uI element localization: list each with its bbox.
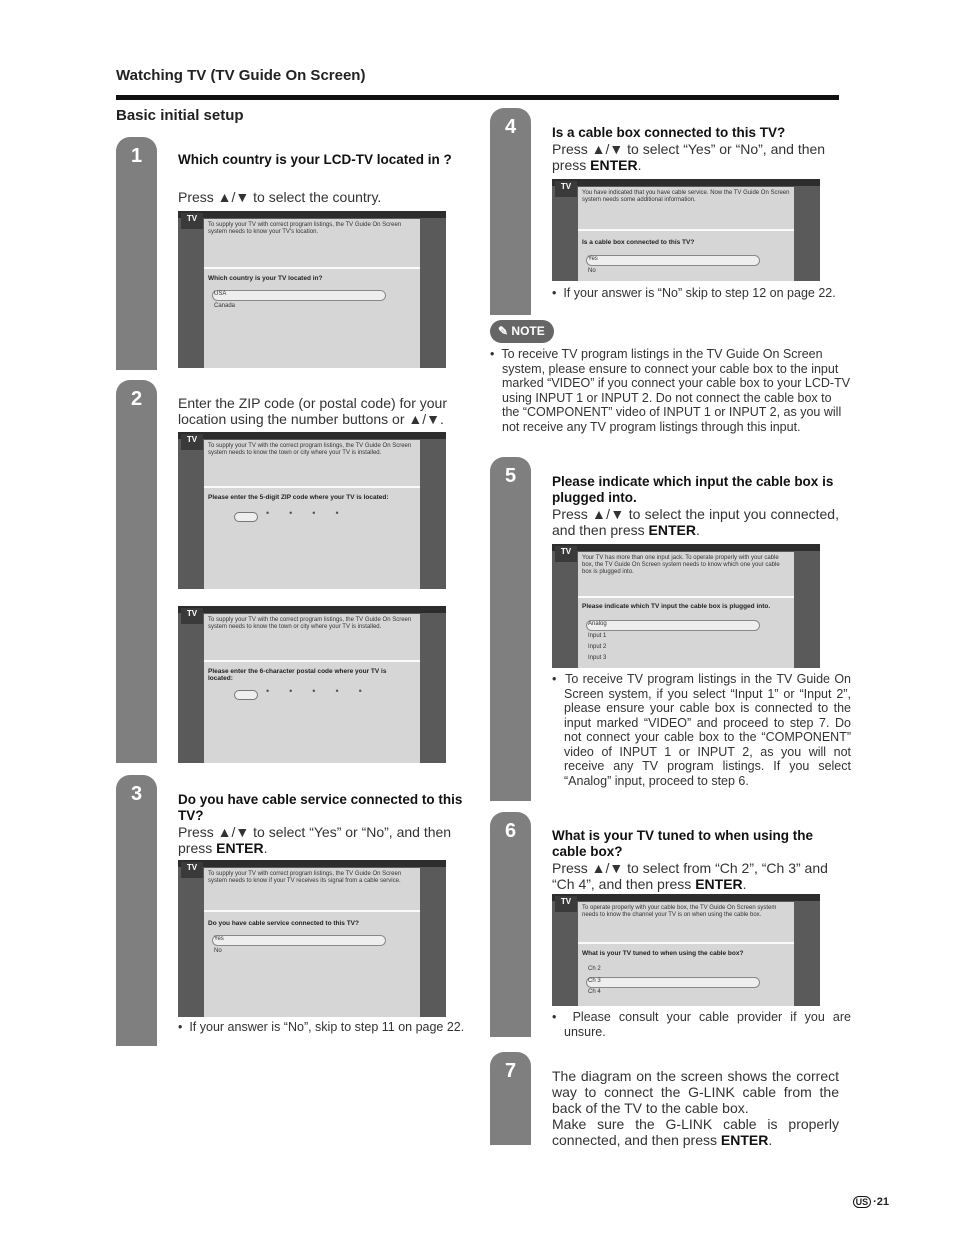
screen-topbar	[178, 211, 446, 218]
page-number: ·21	[873, 1196, 889, 1208]
step3-screen	[178, 860, 446, 1017]
postal-digit-placeholders: •••••	[266, 686, 382, 696]
step1-instruction: Press ▲/▼ to select the country.	[178, 189, 382, 205]
enter-key-label: ENTER	[590, 157, 638, 173]
step-bar-4	[490, 108, 531, 315]
screen-option: No	[214, 948, 222, 954]
screen-info-text: To operate properly with your cable box, the TV Guide On Screen system needs to know the channel your TV is on when using the cable box.	[582, 905, 777, 918]
screen-option: No	[588, 268, 596, 274]
step-bar-3	[116, 775, 157, 1046]
bullet-text: If your answer is “No” skip to step 12 on page 22.	[563, 286, 836, 300]
step4-instruction: Press ▲/▼ to select “Yes” or “No”, and then press ENTER.	[552, 141, 826, 173]
tv-guide-logo: TV	[555, 181, 577, 197]
screen-divider	[204, 267, 420, 269]
screen-option: Yes	[588, 256, 598, 262]
step-number: 5	[504, 465, 517, 487]
step-bar-1	[116, 137, 157, 370]
step-number: 1	[130, 145, 143, 167]
screen-option: Analog	[588, 621, 607, 627]
screen-topbar	[552, 894, 820, 901]
screen-question: Please enter the 5-digit ZIP code where your TV is located:	[208, 494, 389, 501]
note-badge	[490, 320, 554, 343]
screen-topbar	[552, 179, 820, 186]
screen-panel	[578, 902, 794, 1006]
step3-question: Do you have cable service connected to this TV?	[178, 792, 463, 823]
enter-key-label: ENTER	[216, 840, 264, 856]
selected-option-highlight	[586, 620, 760, 631]
note-text: • To receive TV program listings in the TV Guide On Screen system, please ensure to connect your cable box to the input marked “VIDEO” if you connect your cable box to your LCD-TV using INPUT 1 or INPUT 2. Do not connect the cable box to the “COMPONENT” video of INPUT 1 or INPUT 2, as you will not receive any TV program listings through this input.	[490, 347, 851, 434]
screen-topbar	[552, 544, 820, 551]
zip-entry-box	[234, 512, 258, 522]
tv-guide-logo: TV	[181, 213, 203, 229]
bullet-text: To receive TV program listings in the TV Guide On Screen system, if you select “Input 1” or “Input 2”, please ensure your cable box is connected to the input marked “VIDEO” and proceed to step 7. Do not connect your cable box to the “COMPONENT” video of INPUT 1 or INPUT 2, as you will not receive any TV program listings. If you select “Analog” input, proceed to step 6.	[564, 672, 851, 788]
screen-question: Please enter the 6-character postal code where your TV is located:	[208, 668, 387, 682]
step-number: 6	[504, 820, 517, 842]
screen-option: USA	[214, 291, 227, 297]
section-heading: Basic initial setup	[116, 107, 244, 124]
step7-text	[552, 1068, 839, 1148]
step-bar-2	[116, 380, 157, 763]
step7-paragraph-2: Make sure the G-LINK cable is properly connected, and then press ENTER.	[552, 1116, 839, 1148]
enter-key-label: ENTER	[648, 522, 696, 538]
step-number: 3	[130, 783, 143, 805]
instruction-text: Press ▲/▼ to select the input you connected, and then press	[552, 506, 839, 538]
screen-info-text: To supply your TV with correct program listings, the TV Guide On Screen system needs to know your TV's location.	[208, 222, 402, 235]
step-bar-5	[490, 457, 531, 801]
postal-entry-box	[234, 690, 258, 700]
step6-screen	[552, 894, 820, 1006]
screen-question: Please indicate which TV input the cable box is plugged into.	[582, 603, 771, 610]
step2-instruction: Enter the ZIP code (or postal code) for your location using the number buttons or ▲/▼.	[178, 395, 447, 427]
step5-bullet: • To receive TV program listings in the TV Guide On Screen system, if you select “Input 1” or “Input 2”, please ensure your cable box is connected to the input marked “VIDEO” and proceed to step 7. Do not connect your cable box to the “COMPONENT” video of INPUT 1 or INPUT 2, as you will not receive any TV program listings. If you select “Analog” input, proceed to step 6.	[552, 672, 851, 788]
step-number: 4	[504, 116, 517, 138]
screen-option: Ch 3	[588, 978, 601, 984]
screen-option: Ch 2	[588, 966, 601, 972]
instruction-text: Press ▲/▼ to select “Yes” or “No”, and then press	[178, 824, 452, 856]
selected-option-highlight	[212, 935, 386, 946]
screen-panel	[204, 219, 420, 368]
enter-key-label: ENTER	[695, 876, 743, 892]
instruction-text: Press ▲/▼ to select from “Ch 2”, “Ch 3” and “Ch 4”, and then press	[552, 860, 828, 892]
step4-question: Is a cable box connected to this TV?	[552, 125, 786, 140]
step3-bullet: • If your answer is “No”, skip to step 11 on page 22.	[178, 1020, 465, 1034]
step-bar-7	[490, 1052, 531, 1145]
screen-panel	[578, 187, 794, 281]
note-icon: ✎	[498, 324, 509, 338]
page-footer	[853, 1196, 889, 1208]
tv-guide-logo: TV	[181, 862, 203, 878]
step1-screen	[178, 211, 446, 368]
screen-panel	[204, 440, 420, 589]
step4-bullet: • If your answer is “No” skip to step 12 on page 22.	[552, 286, 836, 300]
step3-instruction: Press ▲/▼ to select “Yes” or “No”, and then press ENTER.	[178, 824, 452, 856]
note-label: NOTE	[511, 324, 545, 338]
screen-topbar	[178, 860, 446, 867]
screen-option: Input 2	[588, 644, 607, 650]
bullet-text: Please consult your cable provider if you are unsure.	[564, 1010, 851, 1039]
screen-info-text: To supply your TV with the correct program listings, the TV Guide On Screen system needs to know the town or city where your TV is installed.	[208, 443, 412, 456]
step4-screen	[552, 179, 820, 281]
screen-panel	[578, 552, 794, 668]
header-rule	[116, 95, 839, 100]
screen-question: Is a cable box connected to this TV?	[582, 239, 695, 246]
step-number: 7	[504, 1060, 517, 1082]
step2-screen-zip	[178, 432, 446, 589]
selected-option-highlight	[212, 290, 386, 301]
step2-screen-postal	[178, 606, 446, 763]
step5-screen	[552, 544, 820, 668]
tv-guide-logo: TV	[181, 434, 203, 450]
tv-guide-logo: TV	[555, 546, 577, 562]
screen-divider	[578, 596, 794, 598]
screen-question: Which country is your TV located in?	[208, 275, 323, 282]
screen-info-text: To supply your TV with the correct program listings, the TV Guide On Screen system needs to know the town or city where your TV is installed.	[208, 617, 412, 630]
screen-panel	[204, 614, 420, 763]
screen-info-text: You have indicated that you have cable service. Now the TV Guide On Screen system needs some additional information.	[582, 190, 790, 203]
note-body: To receive TV program listings in the TV Guide On Screen system, please ensure to connect your cable box to the input marked “VIDEO” if you connect your cable box to your LCD-TV using INPUT 1 or INPUT 2. Do not connect the cable box to the “COMPONENT” video of INPUT 1 or INPUT 2, as you will not receive any TV program listings through this input.	[501, 347, 851, 434]
screen-option: Input 1	[588, 633, 607, 639]
screen-topbar	[178, 432, 446, 439]
screen-divider	[204, 660, 420, 662]
selected-option-highlight	[586, 977, 760, 988]
screen-info-text: To supply your TV with correct program listings, the TV Guide On Screen system needs to know if your TV receives its signal from a cable service.	[208, 871, 402, 884]
enter-key-label: ENTER	[720, 1132, 769, 1148]
screen-divider	[578, 942, 794, 944]
screen-question: What is your TV tuned to when using the cable box?	[582, 950, 744, 957]
screen-option: Ch 4	[588, 989, 601, 995]
region-badge: US	[853, 1196, 872, 1208]
step1-question: Which country is your LCD-TV located in ?	[178, 152, 452, 167]
screen-divider	[204, 910, 420, 912]
instruction-text: Press ▲/▼ to select “Yes” or “No”, and then press	[552, 141, 826, 173]
page-section-title: Watching TV (TV Guide On Screen)	[116, 67, 366, 84]
screen-divider	[578, 229, 794, 231]
screen-topbar	[178, 606, 446, 613]
tv-guide-logo: TV	[555, 896, 577, 912]
screen-option: Yes	[214, 936, 224, 942]
selected-option-highlight	[586, 255, 760, 266]
screen-option: Canada	[214, 303, 236, 309]
step5-question: Please indicate which input the cable box is plugged into.	[552, 474, 834, 505]
step6-question: What is your TV tuned to when using the cable box?	[552, 828, 813, 859]
step5-instruction: Press ▲/▼ to select the input you connected, and then press ENTER.	[552, 506, 839, 538]
instruction-text: Make sure the G-LINK cable is properly connected, and then press	[552, 1116, 839, 1148]
step7-paragraph-1: The diagram on the screen shows the correct way to connect the G-LINK cable from the back of the TV to the cable box.	[552, 1068, 839, 1116]
screen-option: Input 3	[588, 655, 607, 661]
step-bar-6	[490, 812, 531, 1037]
screen-panel	[204, 868, 420, 1017]
step6-instruction: Press ▲/▼ to select from “Ch 2”, “Ch 3” and “Ch 4”, and then press ENTER.	[552, 860, 828, 892]
step-number: 2	[130, 388, 143, 410]
screen-question: Do you have cable service connected to this TV?	[208, 920, 359, 927]
step6-bullet: • Please consult your cable provider if you are unsure.	[552, 1010, 851, 1039]
zip-digit-placeholders: ••••	[266, 508, 359, 518]
screen-divider	[204, 486, 420, 488]
bullet-text: If your answer is “No”, skip to step 11 on page 22.	[189, 1020, 465, 1034]
tv-guide-logo: TV	[181, 608, 203, 624]
screen-info-text: Your TV has more than one input jack. To operate properly with your cable box, the TV Guide On Screen system needs to know which one your cable box is plugged into.	[582, 555, 780, 575]
